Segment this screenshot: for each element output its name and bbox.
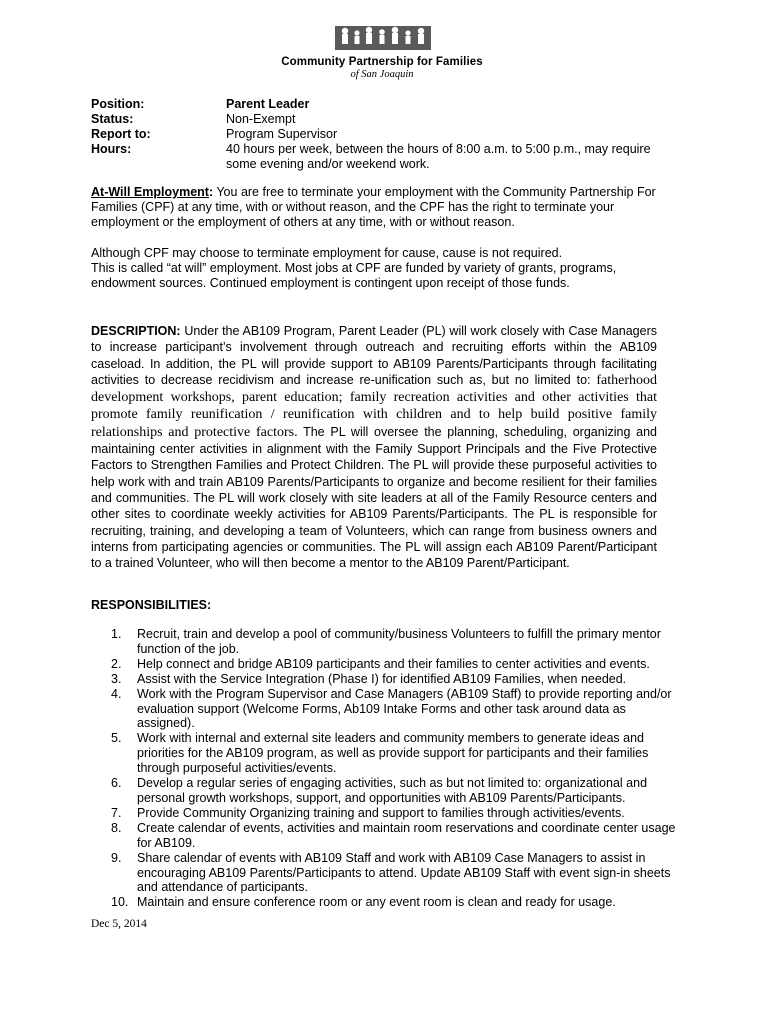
- list-item-number: 1.: [111, 627, 122, 641]
- family-figures-icon: [335, 20, 431, 54]
- field-row-position: [91, 97, 671, 112]
- organization-name: Community Partnership for Families: [281, 56, 483, 68]
- responsibilities-heading: RESPONSIBILITIES:: [91, 598, 212, 612]
- list-item-text: Create calendar of events, activities and maintain room reservations and coordinate center usage for AB109.: [137, 820, 676, 850]
- description-text-2: fatherhood development workshops, parent education; family recreation activities and other activities that promote family reunification / reunification with children and to help build positive family relationships and protective factors.: [91, 372, 657, 440]
- field-label: Report to:: [91, 127, 151, 141]
- field-row-status: [91, 112, 671, 127]
- list-item-number: 5.: [111, 731, 122, 746]
- at-will-colon: :: [208, 185, 214, 199]
- list-item: [91, 687, 681, 732]
- list-item: [91, 776, 681, 806]
- list-item-text: Work with internal and external site leaders and community members to generate ideas and priorities for the AB109 program, as well as provide support for participants and their families through purposeful activities/events.: [137, 731, 649, 776]
- list-item: [91, 657, 681, 672]
- field-row-report-to: [91, 127, 671, 142]
- list-item-number: 10.: [111, 895, 129, 910]
- field-label: Position:: [91, 97, 145, 111]
- field-value: Parent Leader: [226, 97, 310, 111]
- list-item-text: Maintain and ensure conference room or any event room is clean and ready for usage.: [137, 895, 616, 910]
- description-text-1: Under the AB109 Program, Parent Leader (PL) will work closely with Case Managers to increase participant’s involvement through outreach and recruiting efforts within the AB109 caseload. In addition, the PL will provide support to AB109 Parents/Participants through facilitating activities to decrease recidivism and increase re-unification such as, but no limited to:: [91, 324, 657, 387]
- list-item-text: Develop a regular series of engaging activities, such as but not limited to: organizational and personal growth workshops, support, and opportunities with AB109 Parents/Participants.: [137, 776, 648, 805]
- list-item-number: 9.: [111, 850, 122, 865]
- list-item-text: Share calendar of events with AB109 Staff and work with AB109 Case Managers to assist in encouraging AB109 Parents/Participants to attend. Update AB109 Staff with event sign-in sheets and attendance of participants.: [137, 850, 671, 895]
- at-will-text: You are free to terminate your employment with the Community Partnership For Families (CPF) at any time, with or without reason, and the CPF has the right to terminate your employment or the employment of others at any time, with or without reason.: [91, 185, 656, 229]
- field-row-hours: [91, 142, 671, 172]
- list-item: [91, 731, 681, 776]
- list-item-text: Assist with the Service Integration (Phase I) for identified AB109 Families, when needed.: [137, 671, 627, 686]
- cause-line-1: Although CPF may choose to terminate employment for cause, cause is not required.: [91, 246, 563, 260]
- organization-logo: [247, 18, 517, 78]
- field-label: Hours:: [91, 142, 132, 156]
- list-item-text: Work with the Program Supervisor and Case Managers (AB109 Staff) to provide reporting and/or evaluation support (Welcome Forms, Ab109 Intake Forms and other task around data as assigned).: [137, 686, 672, 731]
- list-item: [91, 806, 681, 821]
- list-item-number: 3.: [111, 671, 122, 686]
- field-value: Program Supervisor: [226, 127, 338, 141]
- list-item: [91, 851, 681, 896]
- at-will-heading: At-Will Employment: [91, 185, 209, 199]
- position-fields: [91, 97, 671, 172]
- description-heading: DESCRIPTION:: [91, 324, 181, 338]
- list-item: [91, 895, 681, 910]
- organization-location: of San Joaquin: [350, 69, 414, 80]
- field-label: Status:: [91, 112, 134, 126]
- list-item: [91, 821, 681, 851]
- list-item-text: Help connect and bridge AB109 participants and their families to center activities and events.: [137, 656, 650, 671]
- list-item: [91, 627, 681, 657]
- document-date: Dec 5, 2014: [91, 918, 147, 930]
- list-item-text: Provide Community Organizing training and support to families through activities/events.: [137, 805, 625, 820]
- responsibilities-list: [91, 627, 681, 910]
- at-will-paragraph: [91, 185, 671, 230]
- list-item-number: 2.: [111, 656, 122, 671]
- list-item-number: 8.: [111, 820, 122, 835]
- field-value: 40 hours per week, between the hours of 8:00 a.m. to 5:00 p.m., may require some evening and/or weekend work.: [226, 142, 651, 171]
- list-item-number: 4.: [111, 686, 122, 701]
- list-item-text: Recruit, train and develop a pool of community/business Volunteers to fulfill the primary mentor function of the job.: [137, 627, 661, 656]
- cause-paragraph: [91, 246, 671, 291]
- list-item-number: 6.: [111, 776, 122, 791]
- list-item: [91, 672, 681, 687]
- description-text-3: The PL will oversee the planning, scheduling, organizing and maintaining center activities in alignment with the Family Support Principals and the Five Protective Factors to Strengthen Families and Protect Children. The PL will provide these purposeful activities to help work with and train AB109 Parents/Participants to organize and become resilient for their families and communities. The PL will work closely with site leaders at all of the Family Resource centers and other sites to coordinate weekly activities for AB109 Parents/Participants. The PL is responsible for recruiting, training, and developing a team of Volunteers, which can range from business owners and interns from participating agencies or communities. The PL will assign each AB109 Parent/Participant to a trained Volunteer, who will then become a mentor to the AB109 Parent/Participant.: [91, 424, 657, 571]
- list-item-number: 7.: [111, 805, 122, 820]
- field-value: Non-Exempt: [226, 112, 296, 126]
- cause-line-2: This is called “at will” employment. Most jobs at CPF are funded by variety of grants, programs, endowment sources. Continued employment is contingent upon receipt of those funds.: [91, 261, 617, 290]
- description-paragraph: [91, 323, 657, 571]
